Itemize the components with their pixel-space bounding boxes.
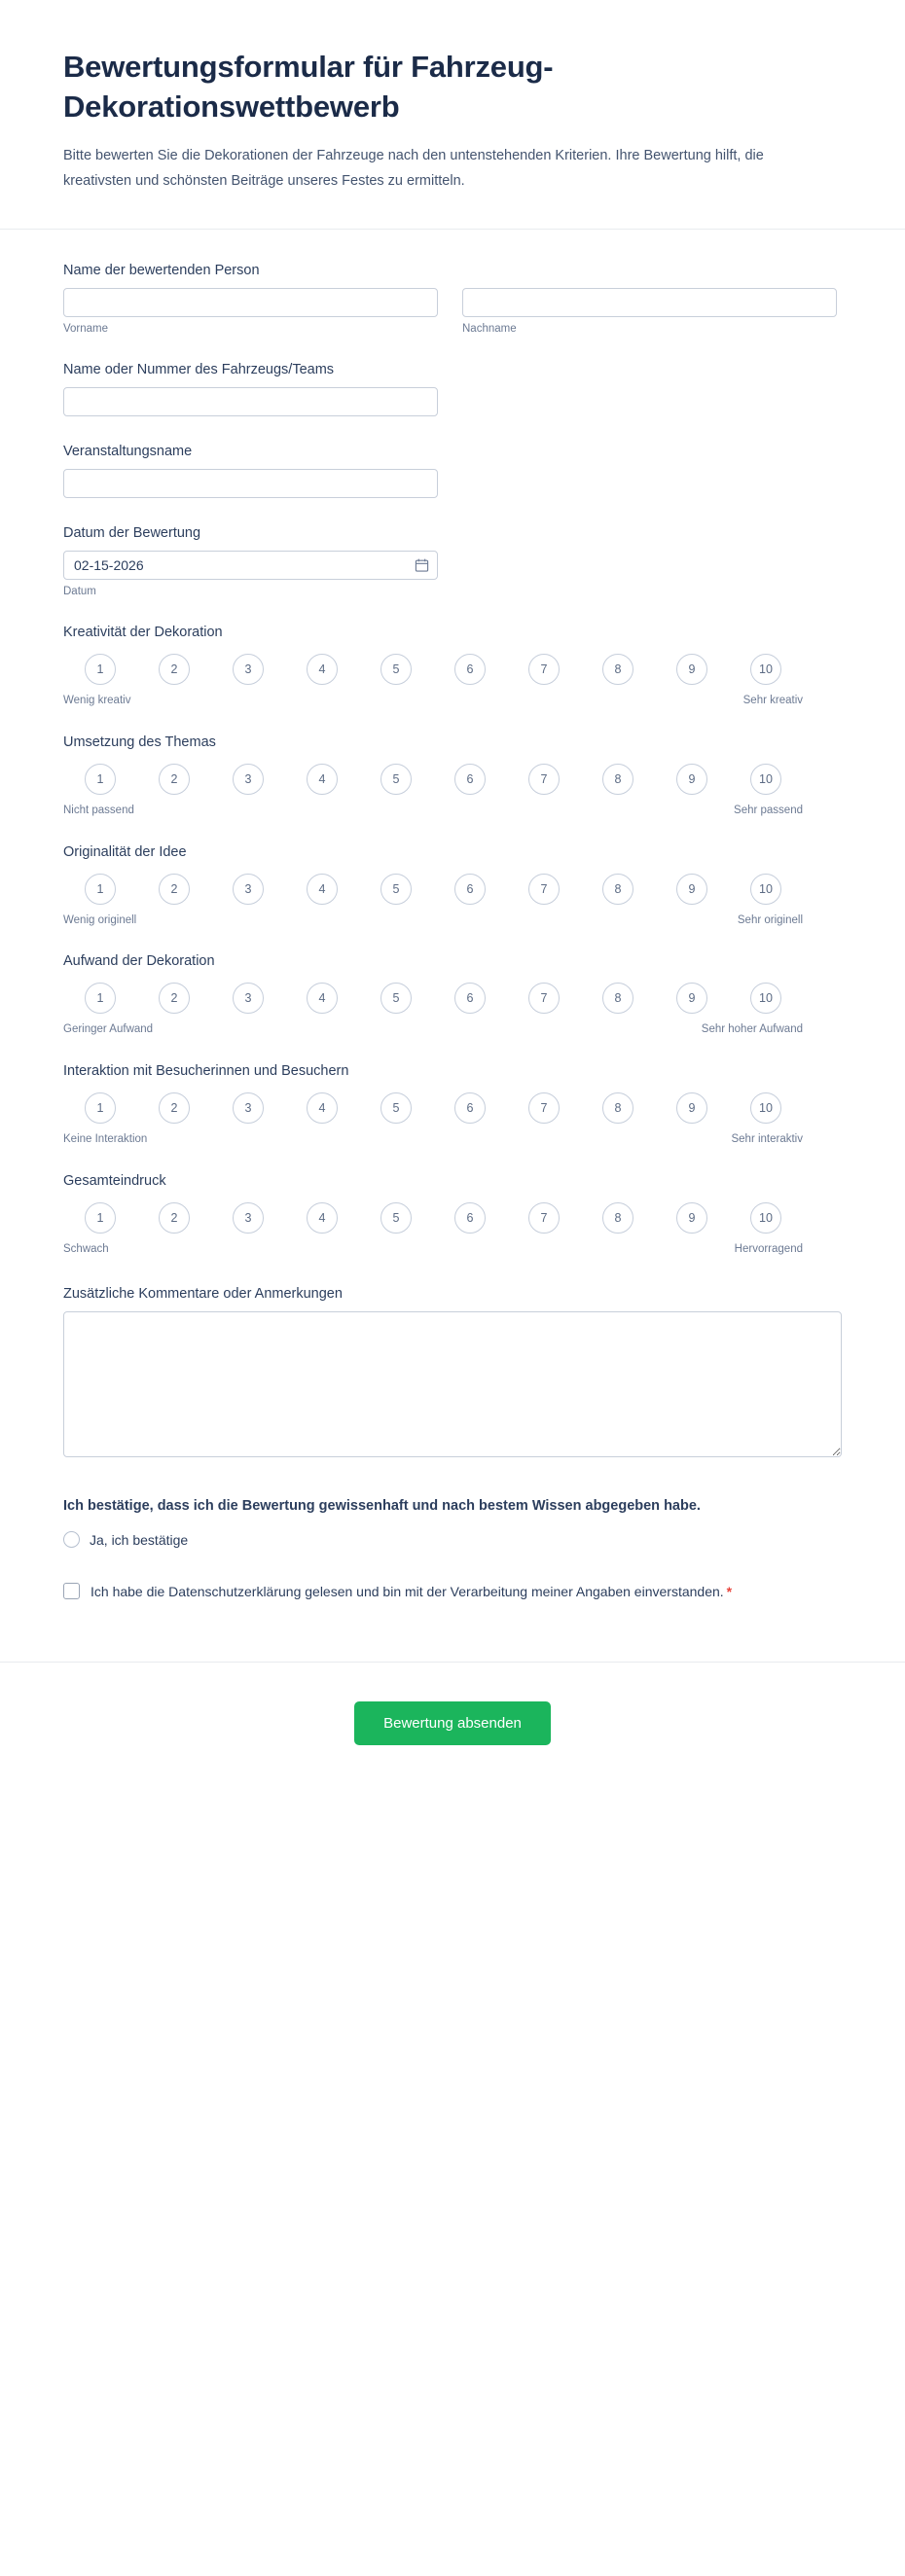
scale-question-label: Aufwand der Dekoration [63,953,215,970]
scale-option [655,764,729,795]
confirm-radio-label: Ja, ich bestätige [90,1531,189,1548]
scale-option [581,1202,655,1234]
scale-options-row [63,1092,803,1124]
scale-options-row [63,1202,803,1234]
scale-legend [63,1021,803,1038]
scale-option [581,874,655,905]
scale-question [63,844,842,929]
scale-option-button[interactable]: 4 [307,1202,338,1234]
scale-question-label: Umsetzung des Themas [63,733,216,750]
scale-option-button[interactable]: 5 [380,874,412,905]
scale-option-button[interactable]: 10 [750,1092,781,1124]
scale-legend-right: Sehr originell [737,913,803,926]
scale-option [581,654,655,685]
scale-legend-right: Sehr passend [734,804,803,816]
footer-section [0,1663,905,1804]
scale-legend-left: Wenig originell [63,913,137,926]
scale-option-button[interactable]: 1 [85,1202,116,1234]
scale-question [63,625,842,709]
scale-option-button[interactable]: 7 [528,983,560,1014]
scale-option-button[interactable]: 10 [750,983,781,1014]
scale-option-button[interactable]: 8 [602,874,634,905]
scale-option-button[interactable]: 8 [602,983,634,1014]
scale-option [359,1202,433,1234]
scale-option-button[interactable]: 8 [602,764,634,795]
scale-option-button[interactable]: 6 [454,764,486,795]
scale-option-button[interactable]: 3 [233,764,264,795]
scale-option [285,764,359,795]
scale-option-button[interactable]: 7 [528,1202,560,1234]
scale-legend-left: Schwach [63,1242,109,1255]
scale-option [655,654,729,685]
scale-option-button[interactable]: 5 [380,1092,412,1124]
scale-option-button[interactable]: 3 [233,983,264,1014]
scale-option-button[interactable]: 7 [528,654,560,685]
scale-option [507,764,581,795]
scale-option [137,1202,211,1234]
scale-option [285,983,359,1014]
scale-option [211,874,285,905]
confirmation-option[interactable] [63,1531,842,1548]
field-date [63,525,842,597]
required-marker: * [726,1584,733,1600]
scale-option [581,1092,655,1124]
scale-option [211,654,285,685]
scale-option [285,1202,359,1234]
scale-option-button[interactable]: 5 [380,983,412,1014]
scale-legend [63,1131,803,1148]
scale-option [433,764,507,795]
scale-option-button[interactable]: 7 [528,764,560,795]
scale-option [729,874,803,905]
scale-legend [63,693,803,709]
consent-block[interactable] [63,1581,803,1602]
event-input[interactable] [63,469,438,498]
scale-option-button[interactable]: 4 [307,654,338,685]
scale-option-button[interactable]: 6 [454,654,486,685]
scale-option-button[interactable]: 8 [602,1202,634,1234]
field-label-event: Veranstaltungsname [63,444,193,460]
confirm-radio[interactable] [63,1531,80,1548]
scale-option [729,983,803,1014]
scale-option [359,654,433,685]
scale-legend [63,912,803,929]
scale-option [729,1092,803,1124]
scale-option-button[interactable]: 4 [307,1092,338,1124]
last-name-sublabel: Nachname [462,323,517,336]
scale-option-button[interactable]: 7 [528,874,560,905]
scale-option-button[interactable]: 2 [159,983,190,1014]
scale-option-button[interactable]: 10 [750,874,781,905]
scale-option-button[interactable]: 3 [233,654,264,685]
scale-option [433,654,507,685]
scale-option-button[interactable]: 4 [307,764,338,795]
scale-option-button[interactable]: 3 [233,1092,264,1124]
field-rater-name [63,263,842,335]
scale-option [63,983,137,1014]
scale-options-row [63,874,803,905]
scale-option-button[interactable]: 3 [233,1202,264,1234]
scale-question-label: Interaktion mit Besucherinnen und Besuchern [63,1062,349,1079]
field-event [63,444,842,498]
scale-legend [63,803,803,819]
scale-option [359,764,433,795]
scale-option [581,764,655,795]
scale-question-label: Kreativität der Dekoration [63,625,223,641]
scale-option [63,764,137,795]
date-input[interactable] [63,551,438,580]
scale-legend-right: Sehr interaktiv [731,1132,803,1145]
scale-legend-left: Nicht passend [63,804,134,816]
scale-option-button[interactable]: 9 [676,654,707,685]
scale-option-button[interactable]: 2 [159,1092,190,1124]
scale-option-button[interactable]: 8 [602,654,634,685]
scale-option [507,1092,581,1124]
scale-option [63,1202,137,1234]
scale-option-button[interactable]: 5 [380,1202,412,1234]
scale-option [655,1202,729,1234]
scale-option-button[interactable]: 9 [676,764,707,795]
scale-option-button[interactable]: 7 [528,1092,560,1124]
scale-option [137,983,211,1014]
scale-options-row [63,764,803,795]
scale-option-button[interactable]: 6 [454,1092,486,1124]
scale-option [63,654,137,685]
scale-option [507,654,581,685]
scale-option-button[interactable]: 1 [85,764,116,795]
scale-legend-left: Geringer Aufwand [63,1023,154,1036]
scale-option [507,983,581,1014]
scale-option [211,983,285,1014]
scale-option [137,874,211,905]
scale-option [285,654,359,685]
submit-button[interactable]: Bewertung absenden [354,1701,551,1745]
scale-option-button[interactable]: 1 [85,1092,116,1124]
scale-option [359,874,433,905]
scale-options-row [63,983,803,1014]
scale-question-label: Gesamteindruck [63,1172,166,1189]
page-title: Bewertungsformular für Fahrzeug-Dekorationswettbewerb [63,50,554,125]
scale-legend-left: Keine Interaktion [63,1132,148,1145]
scale-option-button[interactable]: 3 [233,874,264,905]
scale-option [507,874,581,905]
scale-option [285,1092,359,1124]
field-label-date: Datum der Bewertung [63,525,201,542]
scale-option [433,874,507,905]
field-label-comments: Zusätzliche Kommentare oder Anmerkungen [63,1286,343,1303]
scale-option-button[interactable]: 6 [454,983,486,1014]
scale-option-button[interactable]: 1 [85,654,116,685]
scale-option [211,1092,285,1124]
scale-option-button[interactable]: 9 [676,983,707,1014]
comments-textarea[interactable] [63,1311,842,1457]
date-sublabel: Datum [63,586,96,598]
scale-option [137,764,211,795]
scale-option [63,1092,137,1124]
scale-option-button[interactable]: 4 [307,874,338,905]
field-vehicle [63,362,842,416]
scale-option-button[interactable]: 8 [602,1092,634,1124]
consent-text: Ich habe die Datenschutzerklärung gelesen und bin mit der Verarbeitung meiner Angaben einverstanden. [90,1584,724,1600]
scale-options-row [63,654,803,685]
scale-legend-left: Wenig kreativ [63,695,131,707]
scale-option-button[interactable]: 4 [307,983,338,1014]
scale-option-button[interactable]: 1 [85,874,116,905]
last-name-input[interactable] [462,288,837,317]
scale-option [433,983,507,1014]
consent-text-wrap [90,1581,732,1602]
scale-option-button[interactable]: 10 [750,764,781,795]
scale-option-button[interactable]: 9 [676,874,707,905]
scale-legend-right: Sehr hoher Aufwand [701,1023,803,1036]
scale-option-button[interactable]: 2 [159,1202,190,1234]
scale-question [63,734,842,819]
scale-option [63,874,137,905]
scale-option [729,654,803,685]
field-comments [63,1286,842,1462]
scale-option [581,983,655,1014]
confirmation-text: Ich bestätige, dass ich die Bewertung gewissenhaft und nach bestem Wissen abgegeben habe. [63,1498,701,1515]
scale-legend [63,1241,803,1258]
scale-legend-right: Sehr kreativ [742,695,803,707]
form-header-section [0,0,905,229]
scale-option [655,874,729,905]
consent-checkbox[interactable] [63,1583,80,1599]
scale-option [211,764,285,795]
scale-option-button[interactable]: 2 [159,764,190,795]
form-description: Bitte bewerten Sie die Dekorationen der Fahrzeuge nach den untenstehenden Kriterien. Ihre Bewertung hilft, die kreativsten und schönsten Beiträge unseres Festes zu ermitteln. [63,148,764,189]
first-name-sublabel: Vorname [63,323,109,336]
scale-option-button[interactable]: 9 [676,1092,707,1124]
scale-option [729,1202,803,1234]
scale-option [285,874,359,905]
scale-option-button[interactable]: 6 [454,874,486,905]
scale-question [63,1063,842,1148]
scale-option [211,1202,285,1234]
scale-option-button[interactable]: 1 [85,983,116,1014]
scale-option-button[interactable]: 10 [750,1202,781,1234]
vehicle-input[interactable] [63,387,438,416]
scale-question-label: Originalität der Idee [63,843,187,860]
scale-question [63,953,842,1038]
first-name-input[interactable] [63,288,438,317]
scale-option-button[interactable]: 6 [454,1202,486,1234]
field-label-rater-name: Name der bewertenden Person [63,263,260,279]
scale-option [137,654,211,685]
scale-option [507,1202,581,1234]
scale-option [655,1092,729,1124]
scale-option [433,1092,507,1124]
scale-option-button[interactable]: 9 [676,1202,707,1234]
scale-questions [63,625,842,1257]
scale-option [729,764,803,795]
scale-option [433,1202,507,1234]
scale-option [359,983,433,1014]
scale-option [137,1092,211,1124]
scale-option-button[interactable]: 2 [159,654,190,685]
form-body [0,230,905,1662]
scale-option-button[interactable]: 5 [380,654,412,685]
scale-option [655,983,729,1014]
scale-legend-right: Hervorragend [734,1242,803,1255]
scale-question [63,1173,842,1258]
form-header [63,0,842,229]
field-label-vehicle: Name oder Nummer des Fahrzeugs/Teams [63,362,335,378]
scale-option [359,1092,433,1124]
scale-option-button[interactable]: 10 [750,654,781,685]
scale-option-button[interactable]: 5 [380,764,412,795]
confirmation-block [63,1495,842,1548]
first-name-group [63,288,438,335]
last-name-group [462,288,837,335]
scale-option-button[interactable]: 2 [159,874,190,905]
